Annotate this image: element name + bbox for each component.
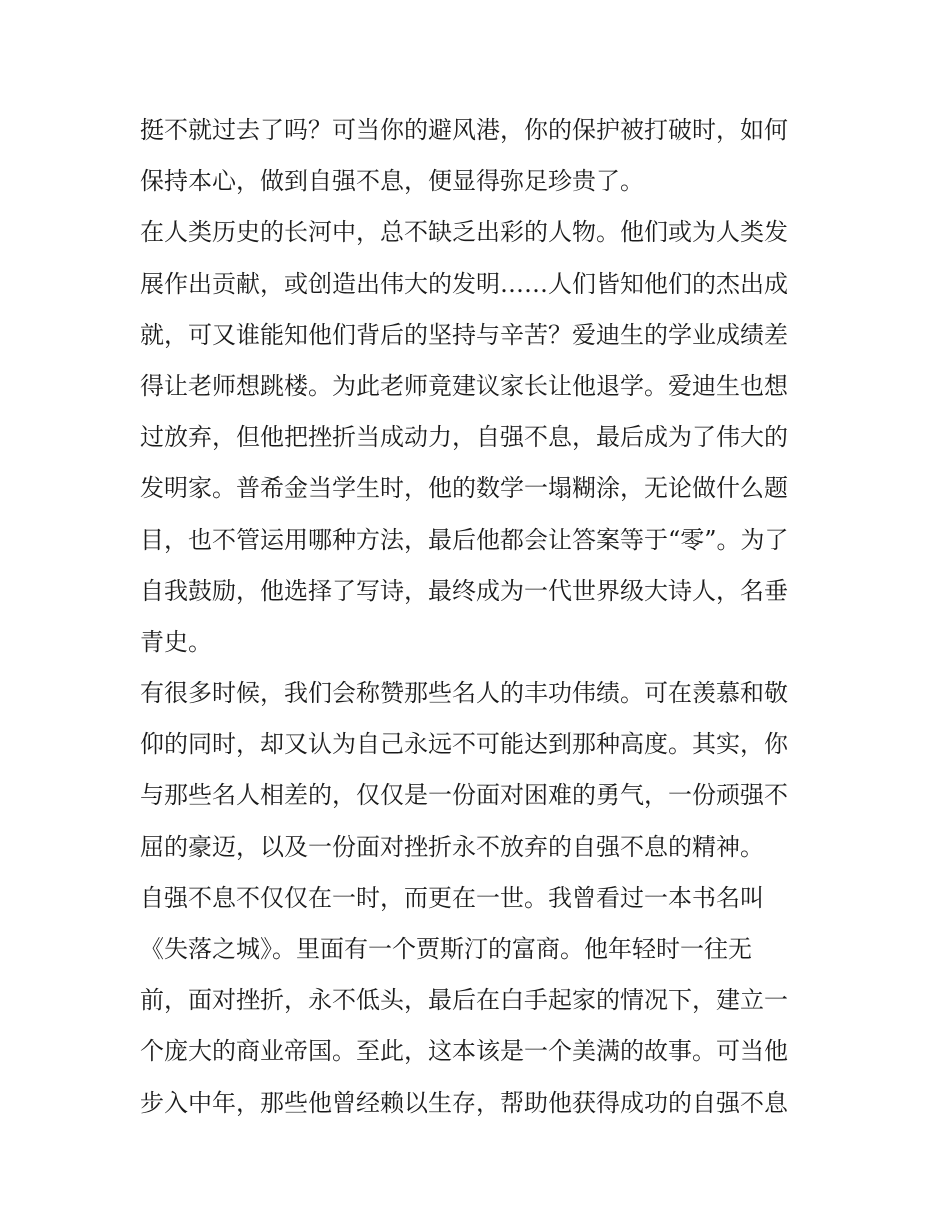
text-line: 青史。 — [140, 627, 212, 656]
text-line: 发明家。普希金当学生时，他的数学一塌糊涂，无论做什么题 — [140, 474, 788, 503]
text-line: 目，也不管运用哪种方法，最后他都会让答案等于“零”。为了 — [140, 525, 789, 554]
text-line: 仰的同时，却又认为自己永远不可能达到那种高度。其实，你 — [140, 730, 788, 759]
text-line: 前，面对挫折，永不低头，最后在白手起家的情况下，建立一 — [140, 986, 788, 1015]
text-line: 自强不息不仅仅在一时，而更在一世。我曾看过一本书名叫 — [140, 883, 764, 912]
text-line: 《失落之城》。里面有一个贾斯汀的富商。他年轻时一往无 — [140, 935, 752, 963]
text-line: 自我鼓励，他选择了写诗，最终成为一代世界级大诗人，名垂 — [140, 576, 788, 605]
text-line: 得让老师想跳楼。为此老师竟建议家长让他退学。爱迪生也想 — [140, 371, 788, 400]
text-line: 展作出贡献，或创造出伟大的发明……人们皆知他们的杰出成 — [140, 269, 788, 298]
text-line: 步入中年，那些他曾经赖以生存，帮助他获得成功的自强不息 — [140, 1088, 788, 1117]
text-line: 有很多时候，我们会称赞那些名人的丰功伟绩。可在羡慕和敬 — [140, 679, 788, 708]
text-line: 就，可又谁能知他们背后的坚持与辛苦？爱迪生的学业成绩差 — [140, 320, 788, 349]
essay-body — [140, 105, 820, 1129]
text-line: 与那些名人相差的，仅仅是一份面对困难的勇气，一份顽强不 — [140, 781, 788, 810]
text-line: 保持本心，做到自强不息，便显得弥足珍贵了。 — [140, 167, 644, 196]
text-line: 挺不就过去了吗？可当你的避风港，你的保护被打破时，如何 — [140, 116, 788, 144]
text-line: 屈的豪迈，以及一份面对挫折永不放弃的自强不息的精神。 — [140, 832, 764, 861]
text-line: 在人类历史的长河中，总不缺乏出彩的人物。他们或为人类发 — [140, 218, 788, 247]
text-line: 过放弃，但他把挫折当成动力，自强不息，最后成为了伟大的 — [140, 423, 788, 452]
text-line: 个庞大的商业帝国。至此，这本该是一个美满的故事。可当他 — [140, 1037, 788, 1066]
